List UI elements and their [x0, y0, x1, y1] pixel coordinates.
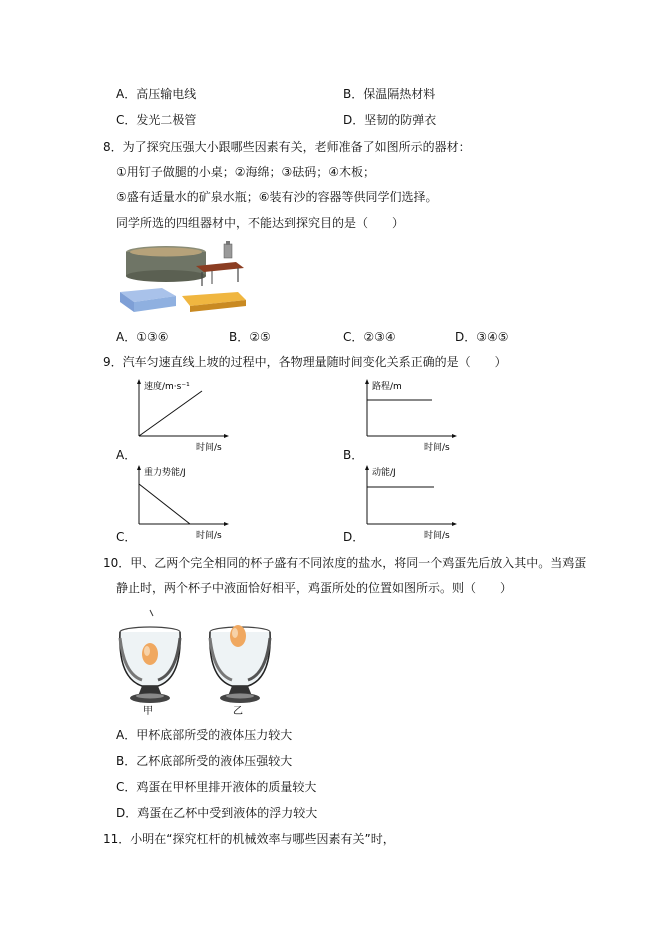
q10-option-c: C．鸡蛋在甲杯里排开液体的质量较大: [116, 780, 317, 794]
q10-stem: 10．甲、乙两个完全相同的杯子盛有不同浓度的盐水，将同一个鸡蛋先后放入其中。当鸡蛋: [103, 556, 587, 570]
x-axis-label: 时间/s: [424, 531, 450, 541]
q8-stem: 8．为了探究压强大小跟哪些因素有关，老师准备了如图所示的器材：: [103, 140, 471, 154]
y-axis-arrow: [365, 465, 369, 470]
x-axis-arrow: [224, 522, 229, 526]
q7-option-a: A．高压输电线: [116, 87, 197, 101]
q9-graph-b: [358, 378, 468, 458]
x-axis-label: 时间/s: [196, 531, 222, 541]
q10-stem-line2: 静止时，两个杯子中液面恰好相平，鸡蛋所处的位置如图所示。则（ ）: [116, 581, 513, 595]
q9-option-d: D．: [343, 530, 365, 544]
y-axis-arrow: [137, 379, 141, 384]
q8-option-b: B．②⑤: [229, 330, 271, 344]
q7-option-b: B．保温隔热材料: [343, 87, 436, 101]
q8-line3: 同学所选的四组器材中，不能达到探究目的是（ ）: [116, 216, 405, 230]
q8-option-d: D．③④⑤: [455, 330, 509, 344]
x-axis-arrow: [452, 434, 457, 438]
q9-option-a: A．: [116, 448, 137, 462]
graph-line: [139, 484, 190, 524]
y-axis-label: 动能/J: [372, 468, 396, 478]
q9-graph-c: [130, 462, 240, 542]
q9-stem: 9．汽车匀速直线上坡的过程中，各物理量随时间变化关系正确的是（ ）: [103, 355, 507, 369]
y-axis-label: 重力势能/J: [144, 468, 186, 478]
q9-graph-a: [130, 378, 240, 458]
q9-graph-d: [358, 462, 468, 542]
q9-option-b: B．: [343, 448, 364, 462]
x-axis-arrow: [452, 522, 457, 526]
q8-equipment-figure: [116, 240, 246, 318]
q10-option-a: A．甲杯底部所受的液体压力较大: [116, 728, 293, 742]
y-axis-arrow: [365, 379, 369, 384]
cup-yi: [210, 625, 270, 703]
cup-yi-label: 乙: [233, 706, 243, 717]
q7-option-d: D．坚韧的防弹衣: [343, 113, 437, 127]
q10-option-b: B．乙杯底部所受的液体压强较大: [116, 754, 293, 768]
q8-line2: ⑤盛有适量水的矿泉水瓶；⑥装有沙的容器等供同学们选择。: [116, 190, 438, 204]
y-axis-arrow: [137, 465, 141, 470]
x-axis-label: 时间/s: [424, 443, 450, 453]
q9-option-c: C．: [116, 530, 137, 544]
y-axis-label: 路程/m: [372, 382, 402, 392]
q10-cups-figure: [112, 608, 277, 720]
x-axis-arrow: [224, 434, 229, 438]
cup-jia: [120, 610, 180, 703]
q7-option-c: C．发光二极管: [116, 113, 197, 127]
q8-line1: ①用钉子做腿的小桌；②海绵；③砝码；④木板；: [116, 165, 376, 179]
cup-jia-label: 甲: [143, 706, 153, 717]
y-axis-label: 速度/m·s⁻¹: [144, 382, 190, 392]
q8-option-c: C．②③④: [343, 330, 396, 344]
q10-option-d: D．鸡蛋在乙杯中受到液体的浮力较大: [116, 806, 318, 820]
q8-option-a: A．①③⑥: [116, 330, 169, 344]
q11-stem: 11．小明在“探究杠杆的机械效率与哪些因素有关”时，: [103, 832, 395, 846]
x-axis-label: 时间/s: [196, 443, 222, 453]
graph-line: [139, 391, 202, 436]
